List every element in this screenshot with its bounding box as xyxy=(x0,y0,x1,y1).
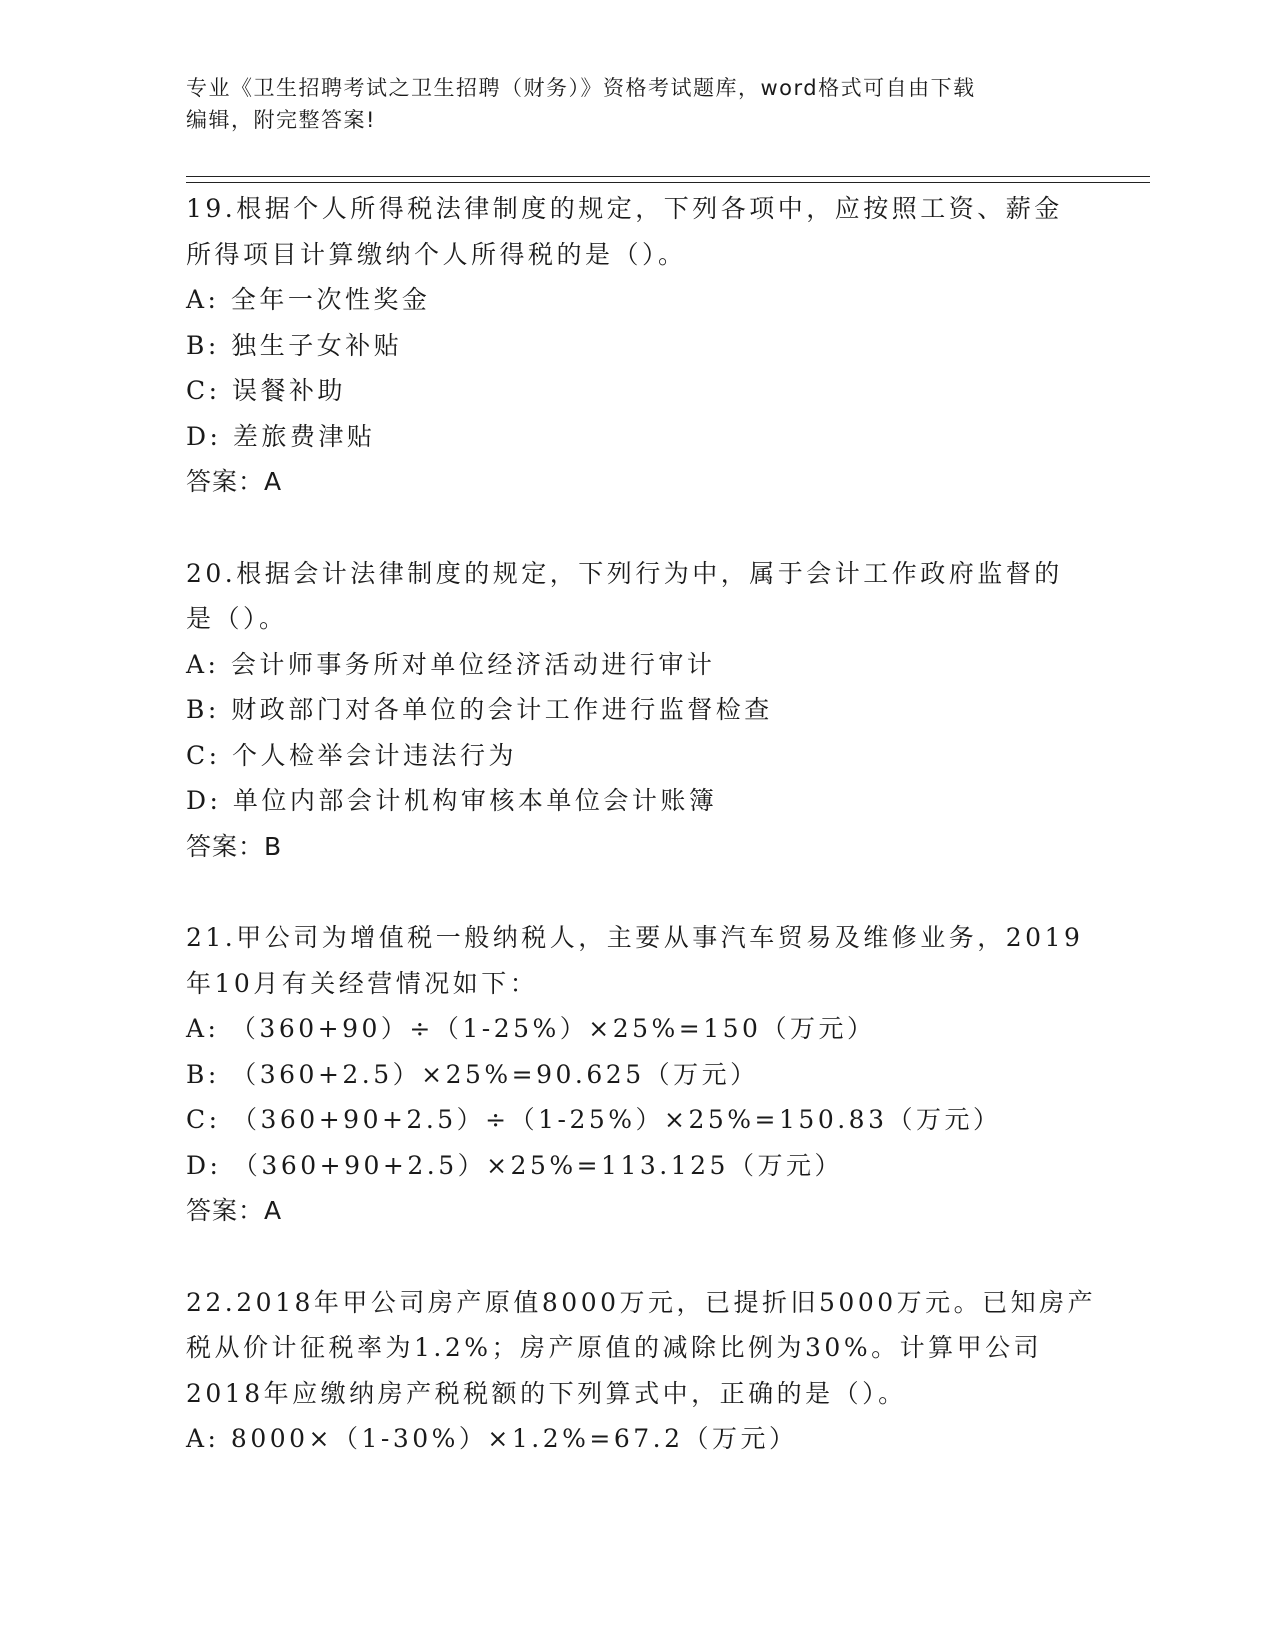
question-stem: 19.根据个人所得税法律制度的规定，下列各项中，应按照工资、薪金 xyxy=(186,194,1063,223)
question-stem: 20.根据会计法律制度的规定，下列行为中，属于会计工作政府监督的 xyxy=(186,558,1063,588)
question-spacer xyxy=(186,505,1086,551)
answer-label: 答案：B xyxy=(186,831,283,861)
option-a: A: 全年一次性奖金 xyxy=(186,285,431,314)
header-divider-top xyxy=(186,176,1150,177)
option-b: B: 财政部门对各单位的会计工作进行监督检查 xyxy=(186,695,773,724)
header-divider-bottom xyxy=(186,182,1150,183)
question-stem: 21.甲公司为增值税一般纳税人，主要从事汽车贸易及维修业务，2019 xyxy=(186,923,1084,952)
option-c: C: （360+90+2.5）÷（1-25%）×25%=150.83（万元） xyxy=(186,1105,1002,1134)
header-line-2: 编辑，附完整答案! xyxy=(186,108,376,132)
question-stem: 是（）。 xyxy=(186,604,288,633)
question-stem: 年10月有关经营情况如下： xyxy=(186,968,539,998)
question-22 xyxy=(186,1280,1097,1462)
option-c: C: 个人检举会计违法行为 xyxy=(186,740,517,770)
question-spacer xyxy=(186,1234,1086,1280)
question-list xyxy=(186,186,1097,1462)
option-b: B: 独生子女补贴 xyxy=(186,330,403,360)
option-a: A: 8000×（1-30%）×1.2%=67.2（万元） xyxy=(186,1424,798,1453)
question-stem: 2018年应缴纳房产税税额的下列算式中，正确的是（）。 xyxy=(186,1378,907,1408)
question-stem: 22.2018年甲公司房产原值8000万元，已提折旧5000万元。已知房产 xyxy=(186,1287,1097,1317)
option-d: D: （360+90+2.5）×25%=113.125（万元） xyxy=(186,1150,843,1180)
option-c: C: 误餐补助 xyxy=(186,376,346,405)
option-a: A: 会计师事务所对单位经济活动进行审计 xyxy=(186,649,716,679)
question-21 xyxy=(186,915,1086,1234)
header-line-1: 专业《卫生招聘考试之卫生招聘（财务）》资格考试题库，word格式可自由下载 xyxy=(186,76,976,100)
question-19 xyxy=(186,186,1086,505)
option-b: B: （360+2.5）×25%=90.625（万元） xyxy=(186,1059,759,1089)
question-stem: 所得项目计算缴纳个人所得税的是（）。 xyxy=(186,239,687,269)
answer-label: 答案：A xyxy=(186,1196,283,1225)
answer-label: 答案：A xyxy=(186,467,283,496)
option-d: D: 单位内部会计机构审核本单位会计账簿 xyxy=(186,786,718,815)
question-spacer xyxy=(186,869,1086,915)
option-a: A: （360+90）÷（1-25%）×25%=150（万元） xyxy=(186,1014,876,1043)
question-20 xyxy=(186,551,1086,870)
option-d: D: 差旅费津贴 xyxy=(186,421,376,451)
document-header xyxy=(186,72,1086,136)
question-stem: 税从价计征税率为1.2%；房产原值的减除比例为30%。计算甲公司 xyxy=(186,1333,1043,1362)
